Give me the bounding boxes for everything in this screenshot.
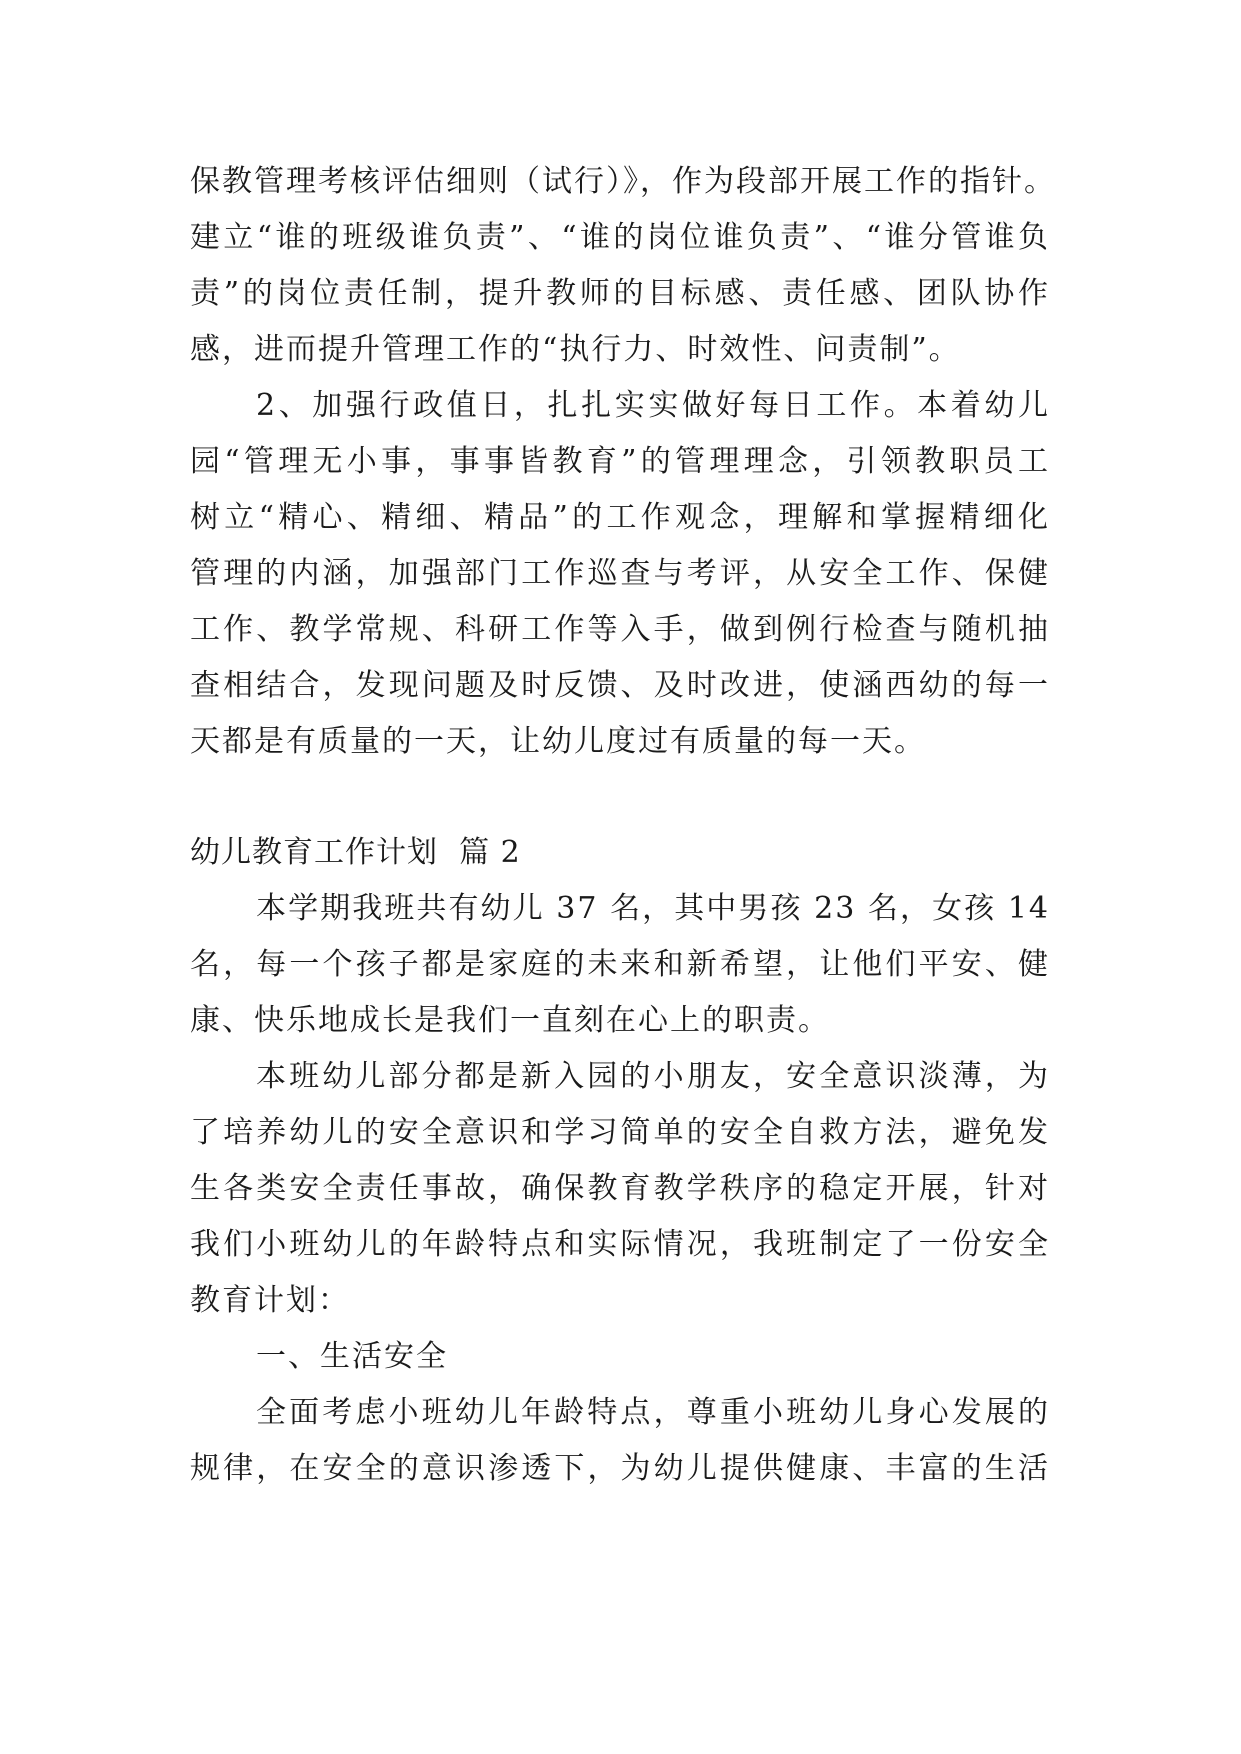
text-line: 园“管理无小事，事事皆教育”的管理理念，引领教职员工 [190,444,1050,479]
text-line: 规律，在安全的意识渗透下，为幼儿提供健康、丰富的生活 [190,1451,1050,1486]
text-line: 感，进而提升管理工作的“执行力、时效性、问责制”。 [190,332,961,367]
text-line: 管理的内涵，加强部门工作巡查与考评，从安全工作、保健 [190,556,1050,591]
text-line: 我们小班幼儿的年龄特点和实际情况，我班制定了一份安全 [190,1227,1050,1262]
text-line: 名，每一个孩子都是家庭的未来和新希望，让他们平安、健 [190,947,1050,982]
text-line: 全面考虑小班幼儿年龄特点，尊重小班幼儿身心发展的 [256,1395,1050,1430]
text-line: 树立“精心、精细、精品”的工作观念，理解和掌握精细化 [190,500,1050,535]
text-line: 康、快乐地成长是我们一直刻在心上的职责。 [190,1003,830,1038]
text-line: 工作、教学常规、科研工作等入手，做到例行检查与随机抽 [190,612,1050,647]
text-line: 保教管理考核评估细则（试行）》，作为段部开展工作的指针。 [190,164,1056,199]
text-line: 查相结合，发现问题及时反馈、及时改进，使涵西幼的每一 [190,668,1050,703]
text-line: 教育计划： [190,1283,350,1318]
text-line: 本学期我班共有幼儿 37 名，其中男孩 23 名，女孩 14 [256,891,1050,926]
text-line: 了培养幼儿的安全意识和学习简单的安全自救方法，避免发 [190,1115,1050,1150]
subheading: 一、生活安全 [256,1339,448,1374]
text-line: 建立“谁的班级谁负责”、“谁的岗位谁负责”、“谁分管谁负 [190,220,1050,255]
text-line: 天都是有质量的一天，让幼儿度过有质量的每一天。 [190,724,926,759]
section-heading: 幼儿教育工作计划 篇 2 [190,835,521,870]
text-line: 责”的岗位责任制，提升教师的目标感、责任感、团队协作 [190,276,1050,311]
text-line: 本班幼儿部分都是新入园的小朋友，安全意识淡薄，为 [256,1059,1050,1094]
text-line: 2、加强行政值日，扎扎实实做好每日工作。本着幼儿 [256,388,1050,423]
text-line: 生各类安全责任事故，确保教育教学秩序的稳定开展，针对 [190,1171,1050,1206]
